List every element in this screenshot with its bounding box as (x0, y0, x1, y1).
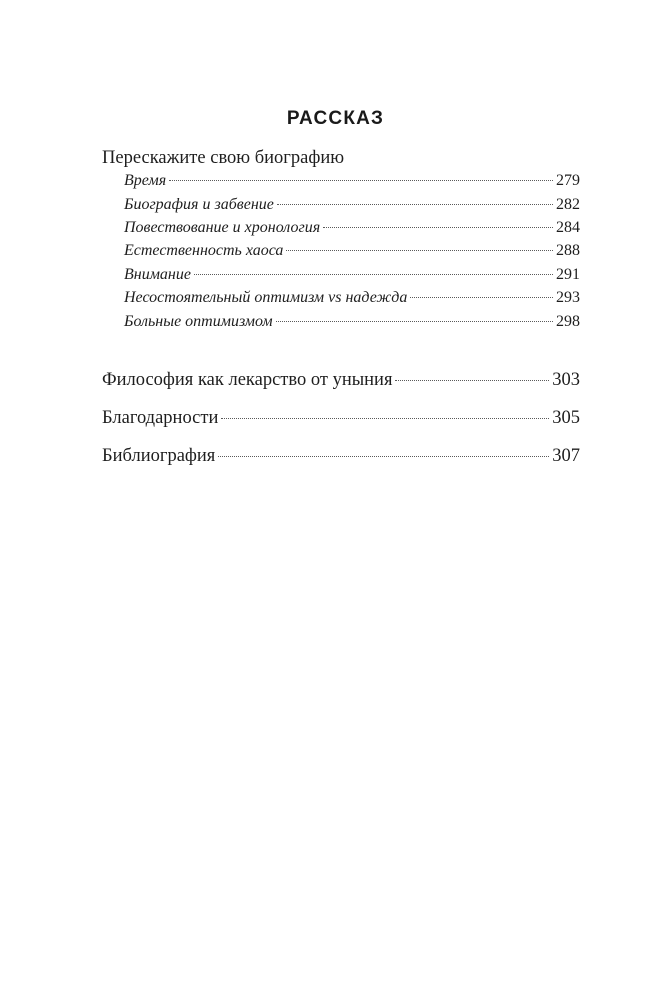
toc-entry-label: Естественность хаоса (124, 242, 284, 259)
dot-leader (286, 250, 553, 251)
toc-entry-label: Повествование и хронология (124, 219, 321, 236)
toc-entry-label: Биография и забвение (124, 196, 274, 213)
toc-entry (124, 219, 580, 237)
dot-leader (169, 180, 553, 181)
toc-entry-page: 282 (556, 196, 580, 213)
dot-leader (277, 204, 553, 205)
toc-main-entry-label: Философия как лекарство от уныния (102, 370, 393, 390)
toc-entry-page: 284 (556, 219, 580, 236)
dot-leader (323, 227, 553, 228)
dot-leader (218, 456, 549, 457)
toc-main-entry (102, 446, 580, 467)
toc-entry-label: Несостоятельный оптимизм vs надежда (124, 289, 408, 306)
toc-entry-label: Внимание (124, 266, 191, 283)
toc-entry (124, 172, 580, 190)
toc-main-entry-page: 303 (552, 370, 580, 390)
toc-entry-page: 279 (556, 172, 580, 189)
dot-leader (276, 321, 553, 322)
toc-main-entry (102, 408, 580, 429)
toc-main-entry-label: Благодарности (102, 408, 219, 428)
toc-entry-page: 298 (556, 313, 580, 330)
dot-leader (221, 418, 549, 419)
toc-entry (124, 313, 580, 331)
toc-entry-label: Время (124, 172, 167, 189)
toc-main-entry-page: 305 (552, 408, 580, 428)
toc-main-entry-page: 307 (552, 446, 580, 466)
section-title: РАССКАЗ (286, 108, 385, 129)
toc-entry-page: 291 (556, 266, 580, 283)
toc-entry (124, 289, 580, 307)
toc-main-entry (102, 370, 580, 391)
dot-leader (410, 297, 553, 298)
dot-leader (194, 274, 553, 275)
toc-entry (124, 242, 580, 260)
toc-entry-label: Больные оптимизмом (124, 313, 273, 330)
toc-entry (124, 196, 580, 214)
dot-leader (395, 380, 549, 381)
toc-entry-page: 288 (556, 242, 580, 259)
chapter-title: Перескажите свою биографию (102, 148, 345, 168)
toc-main-entry-label: Библиография (102, 446, 216, 466)
toc-entry (124, 266, 580, 284)
toc-entry-page: 293 (556, 289, 580, 306)
